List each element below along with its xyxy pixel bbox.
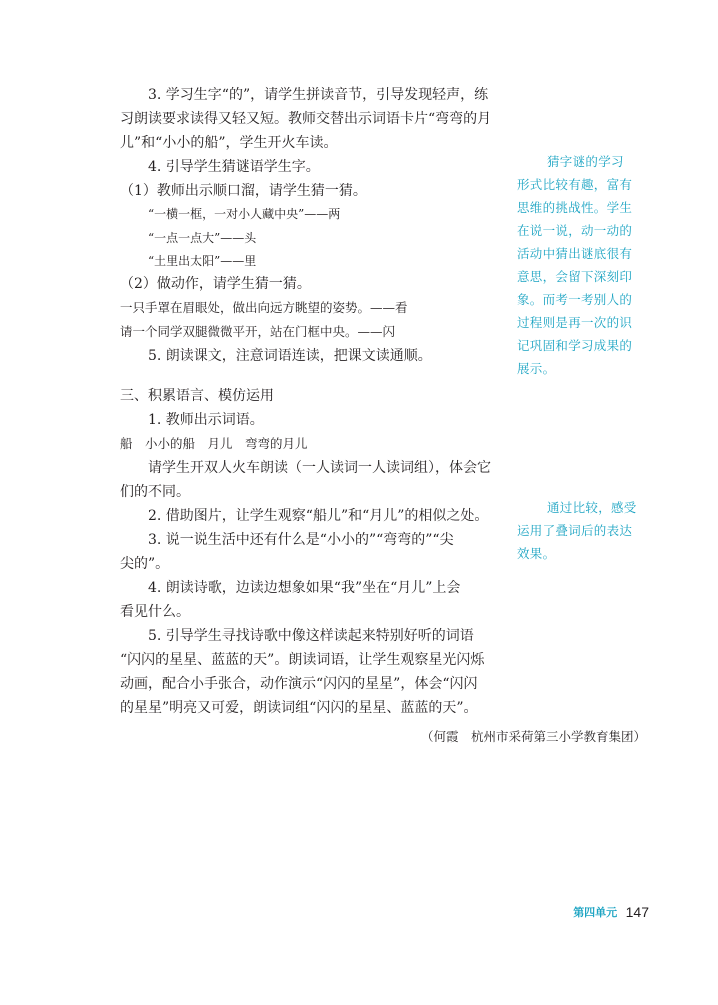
note-line: 在说一说，动一动的 bbox=[517, 223, 633, 238]
paragraph-line: 的星星”明亮又可爱，朗读词组“闪闪的星星、蓝蓝的天”。 bbox=[120, 700, 478, 716]
word-list: 船 小小的船 月儿 弯弯的月儿 bbox=[120, 436, 308, 451]
paragraph-line: 4. 引导学生猜谜语学生字。 bbox=[148, 159, 320, 175]
riddle-line: “一横一框，一对小人藏中央”——两 bbox=[148, 207, 341, 221]
note-line: 过程则是再一次的识 bbox=[517, 315, 633, 330]
note-line: 意思，会留下深刻印 bbox=[517, 269, 633, 284]
unit-label: 第四单元 bbox=[573, 907, 618, 919]
action-riddle-line: 请一个同学双腿微微平开，站在门框中央。——闪 bbox=[120, 324, 396, 339]
paragraph-line: 动画，配合小手张合，动作演示“闪闪的星星”，体会“闪闪 bbox=[120, 676, 478, 692]
paragraph-line: 看见什么。 bbox=[120, 604, 190, 620]
paragraph-line: 3. 说一说生活中还有什么是“小小的”“弯弯的”“尖 bbox=[148, 532, 454, 548]
paragraph-line: “闪闪的星星、蓝蓝的天”。朗读词语，让学生观察星光闪烁 bbox=[120, 652, 485, 668]
paragraph-line: 习朗读要求读得又轻又短。教师交替出示词语卡片“弯弯的月 bbox=[120, 111, 492, 127]
page-number: 147 bbox=[625, 904, 649, 920]
paragraph-line: （2）做动作，请学生猜一猜。 bbox=[120, 276, 311, 292]
paragraph-line: 5. 引导学生寻找诗歌中像这样读起来特别好听的词语 bbox=[148, 628, 474, 644]
action-riddle-line: 一只手罩在眉眼处，做出向远方眺望的姿势。——看 bbox=[120, 300, 408, 315]
riddle-line: “一点一点大”——头 bbox=[148, 231, 257, 245]
note-line: 运用了叠词后的表达 bbox=[517, 523, 633, 538]
paragraph-line: 4. 朗读诗歌，边读边想象如果“我”坐在“月儿”上会 bbox=[148, 580, 461, 596]
paragraph-line: 请学生开双人火车朗读（一人读词一人读词组），体会它 bbox=[148, 460, 491, 476]
note-line: 通过比较，感受 bbox=[547, 500, 637, 515]
paragraph-line: 尖的”。 bbox=[120, 556, 170, 572]
note-line: 记巩固和学习成果的 bbox=[517, 338, 633, 353]
note-line: 猜字谜的学习 bbox=[547, 154, 624, 169]
note-line: 展示。 bbox=[517, 361, 556, 376]
paragraph-line: 们的不同。 bbox=[120, 484, 190, 500]
note-line: 思维的挑战性。学生 bbox=[517, 200, 633, 215]
paragraph-line: 2. 借助图片，让学生观察“船儿”和“月儿”的相似之处。 bbox=[148, 508, 489, 524]
paragraph-line: 1. 教师出示词语。 bbox=[148, 412, 264, 428]
paragraph-line: （1）教师出示顺口溜，请学生猜一猜。 bbox=[120, 183, 367, 199]
note-line: 象。而考一考别人的 bbox=[517, 292, 633, 307]
note-line: 活动中猜出谜底很有 bbox=[517, 246, 633, 261]
paragraph-line: 5. 朗读课文，注意词语连读，把课文读通顺。 bbox=[148, 348, 432, 364]
note-line: 效果。 bbox=[517, 546, 556, 561]
section-heading: 三、积累语言、模仿运用 bbox=[120, 388, 274, 404]
paragraph-line: 3. 学习生字“的”，请学生拼读音节，引导发现轻声，练 bbox=[148, 87, 489, 103]
paragraph-line: 儿”和“小小的船”，学生开火车读。 bbox=[120, 135, 338, 151]
riddle-line: “土里出太阳”——里 bbox=[148, 254, 257, 268]
note-line: 形式比较有趣，富有 bbox=[517, 177, 633, 192]
author-credit: （何霞 杭州市采荷第三小学教育集团） bbox=[420, 729, 646, 744]
page-footer bbox=[573, 904, 649, 922]
